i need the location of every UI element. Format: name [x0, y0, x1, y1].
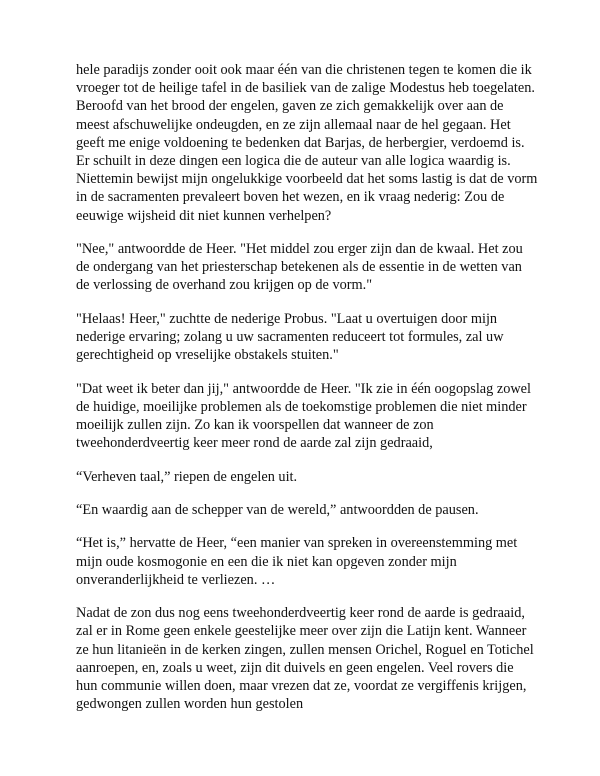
- document-page: [76, 61, 538, 729]
- paragraph-3: "Helaas! Heer," zuchtte de nederige Probus. "Laat u overtuigen door mijn nederige ervaring; zolang u uw sacramenten reduceert tot formules, zal uw gerechtigheid op vreselijke obstakels stuiten.": [76, 310, 504, 364]
- paragraph-1: hele paradijs zonder ooit ook maar één van die christenen tegen te komen die ik vroeger tot de heilige tafel in de basiliek van de zalige Modestus heb toegelaten. Beroofd van het brood der engelen, gaven ze zich gemakkelijk over aan de meest afschuwelijke ondeugden, en ze zijn allemaal naar de hel gegaan. Het geeft me enige voldoening te bedenken dat Barjas, de herbergier, verdoemd is. Er schuilt in deze dingen een logica die de auteur van alle logica waardig is. Niettemin bewijst mijn ongelukkige voorbeeld dat het soms lastig is dat de vorm in de sacramenten prevaleert boven het wezen, en ik vraag nederig: Zou de eeuwige wijsheid dit niet kunnen verhelpen?: [76, 62, 538, 224]
- paragraph-7: “Het is,” hervatte de Heer, “een manier van spreken in overeenstemming met mijn oude kosmogonie en een die ik niet kan opgeven zonder mijn onveranderlijkheid te verliezen. …: [76, 535, 518, 588]
- paragraph-2: "Nee," antwoordde de Heer. "Het middel zou erger zijn dan de kwaal. Het zou de ondergang van het priesterschap betekenen als de essentie in de wetten van de verlossing de overhand zou krijgen op de vorm.": [76, 241, 523, 294]
- paragraph-6: “En waardig aan de schepper van de wereld,” antwoordden de pausen.: [76, 502, 479, 518]
- paragraph-5: “Verheven taal,” riepen de engelen uit.: [76, 468, 298, 485]
- paragraph-4: "Dat weet ik beter dan jij," antwoordde de Heer. "Ik zie in één oogopslag zowel de huidige, moeilijke problemen als de toekomstige problemen die niet minder moeilijk zullen zijn. Zo kan ik voorspellen dat wanneer de zon tweehonderdveertig keer meer rond de aarde zal zijn gedraaid,: [76, 380, 531, 452]
- paragraph-8: Nadat de zon dus nog eens tweehonderdveertig keer rond de aarde is gedraaid, zal er in Rome geen enkele geestelijke meer over zijn die Latijn kent. Wanneer ze hun litanieën in de kerken zingen, zullen mensen Orichel, Roguel en Totichel aanroepen, en, zoals u weet, zijn dit duivels en geen engelen. Veel rovers die hun communie willen doen, maar vrezen dat ze, voordat ze vergiffenis krijgen, gedwongen zullen worden hun gestolen: [76, 605, 534, 713]
